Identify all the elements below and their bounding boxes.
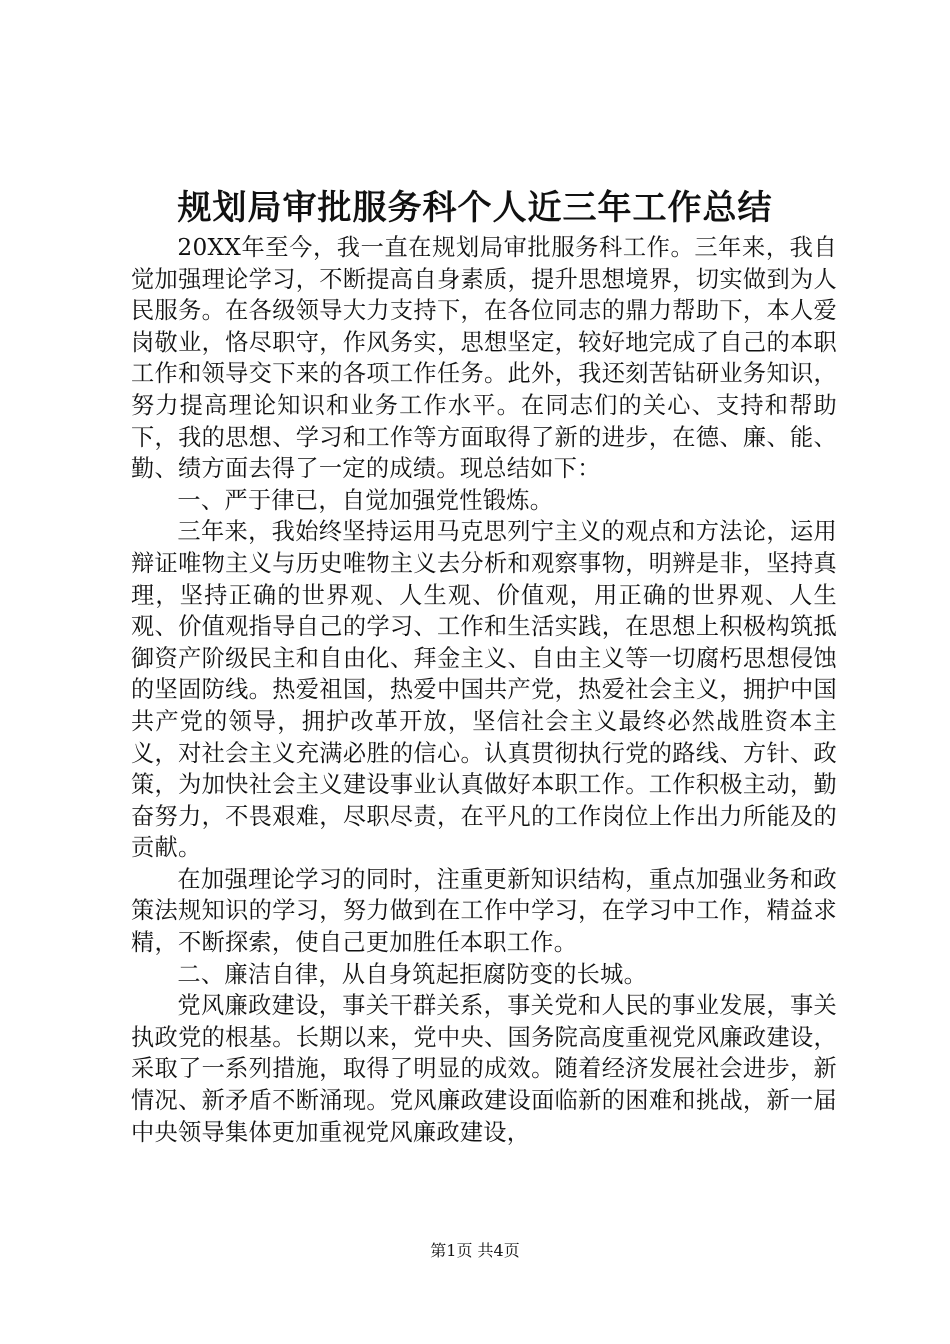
section-heading-1: 一、严于律已，自觉加强党性锻炼。 bbox=[177, 486, 554, 514]
section-1-paragraph-2: 在加强理论学习的同时，注重更新知识结构，重点加强业务和政策法规知识的学习，努力做到在工作中学习，在学习中工作，精益求精，不断探索，使自己更加胜任本职工作。 bbox=[131, 865, 837, 957]
page-footer: 第1页 共4页 bbox=[430, 1241, 520, 1260]
section-2-paragraph-1: 党风廉政建设，事关干群关系，事关党和人民的事业发展，事关执政党的根基。长期以来，党中央、国务院高度重视党风廉政建设，采取了一系列措施，取得了明显的成效。随着经济发展社会进步，新情况、新矛盾不断涌现。党风廉政建设面临新的困难和挑战，新一届中央领导集体更加重视党风廉政建设， bbox=[131, 992, 837, 1146]
intro-paragraph: 20XX年至今，我一直在规划局审批服务科工作。三年来，我自觉加强理论学习，不断提高自身素质，提升思想境界，切实做到为人民服务。在各级领导大力支持下，在各位同志的鼎力帮助下，本人爱岗敬业，恪尽职守，作风务实，思想坚定，较好地完成了自己的本职工作和领导交下来的各项工作任务。此外，我还刻苦钻研业务知识，努力提高理论知识和业务工作水平。在同志们的关心、支持和帮助下，我的思想、学习和工作等方面取得了新的进步，在德、廉、能、勤、绩方面去得了一定的成绩。现总结如下： bbox=[131, 234, 837, 483]
section-1-paragraph-1: 三年来，我始终坚持运用马克思列宁主义的观点和方法论，运用辩证唯物主义与历史唯物主义去分析和观察事物，明辨是非，坚持真理，坚持正确的世界观、人生观、价值观，用正确的世界观、人生观、价值观指导自己的学习、工作和生活实践，在思想上积极构筑抵御资产阶级民主和自由化、拜金主义、自由主义等一切腐朽思想侵蚀的坚固防线。热爱祖国，热爱中国共产党，热爱社会主义，拥护中国共产党的领导，拥护改革开放，坚信社会主义最终必然战胜资本主义，对社会主义充满必胜的信心。认真贯彻执行党的路线、方针、政策，为加快社会主义建设事业认真做好本职工作。工作积极主动，勤奋努力，不畏艰难，尽职尽责，在平凡的工作岗位上作出力所能及的贡献。 bbox=[131, 518, 837, 862]
document-title: 规划局审批服务科个人近三年工作总结 bbox=[177, 188, 773, 228]
section-heading-2: 二、廉洁自律，从自身筑起拒腐防变的长城。 bbox=[177, 960, 648, 988]
document-body bbox=[131, 232, 837, 1148]
